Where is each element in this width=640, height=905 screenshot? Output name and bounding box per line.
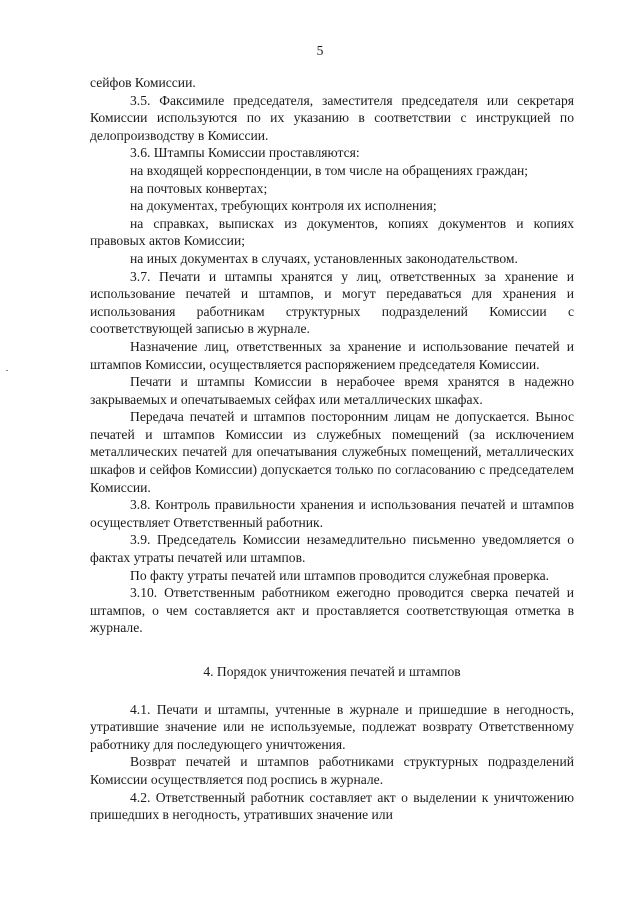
page-number: 5 (316, 43, 324, 58)
paragraph-3-10: 3.10. Ответственным работником ежегодно проводится сверка печатей и штампов, о чем составляется акт и проставляется соответствующая отметка в журнале. (90, 585, 574, 636)
list-item: на почтовых конвертах; (130, 180, 268, 196)
paragraph: Возврат печатей и штампов работниками структурных подразделений Комиссии осуществляется под роспись в журнале. (90, 754, 574, 787)
paragraph-3-7: 3.7. Печати и штампы хранятся у лиц, ответственных за хранение и использование печатей и штампов, и могут передаваться для хранения и использования работникам структурных подразделений Комиссии с соответствующей записью в журнале. (90, 268, 574, 337)
paragraph: сейфов Комиссии. (90, 75, 196, 90)
list-item: на справках, выписках из документов, копиях документов и копиях правовых актов Комиссии; (90, 215, 574, 249)
paragraph-3-5: 3.5. Факсимиле председателя, заместителя председателя или секретаря Комиссии используются по их указанию в соответствии с инструкцией по делопроизводству в Комиссии. (90, 92, 574, 143)
section-heading: 4. Порядок уничтожения печатей и штампов (203, 664, 461, 679)
list-item: на иных документах в случаях, установленных законодательством. (130, 250, 518, 266)
document-body (90, 74, 574, 824)
paragraph-3-9: 3.9. Председатель Комиссии незамедлительно письменно уведомляется о фактах утраты печатей или штампов. (90, 532, 574, 566)
list-item: на документах, требующих контроля их исполнения; (130, 198, 437, 214)
paragraph: Печати и штампы Комиссии в нерабочее время хранятся в надежно закрываемых и опечатываемых сейфах или металлических шкафах. (90, 374, 574, 407)
paragraph-3-8: 3.8. Контроль правильности хранения и использования печатей и штампов осуществляет Ответственный работник. (90, 497, 574, 530)
list-item: на входящей корреспонденции, в том числе на обращениях граждан; (130, 162, 529, 178)
paragraph: Назначение лиц, ответственных за хранение и использование печатей и штампов Комиссии, осуществляется распоряжением председателя Комиссии. (90, 338, 574, 372)
paragraph: По факту утраты печатей или штампов проводится служебная проверка. (130, 567, 550, 583)
margin-mark (6, 370, 8, 371)
paragraph-3-6: 3.6. Штампы Комиссии проставляются: (130, 145, 360, 161)
paragraph-4-1: 4.1. Печати и штампы, учтенные в журнале и пришедшие в негодность, утратившие значение или не используемые, подлежат возврату Ответственному работнику для последующего уничтожения. (90, 701, 574, 752)
paragraph-4-2: 4.2. Ответственный работник составляет акт о выделении к уничтожению пришедших в негодность, утративших значение или (90, 789, 574, 823)
paragraph: Передача печатей и штампов посторонним лицам не допускается. Вынос печатей и штампов Комиссии из служебных помещений (за исключением металлических печатей для опечатывания служебных помещений, металлических шкафов и сейфов Комиссии) допускается только по согласованию с председателем Комиссии. (90, 409, 574, 495)
